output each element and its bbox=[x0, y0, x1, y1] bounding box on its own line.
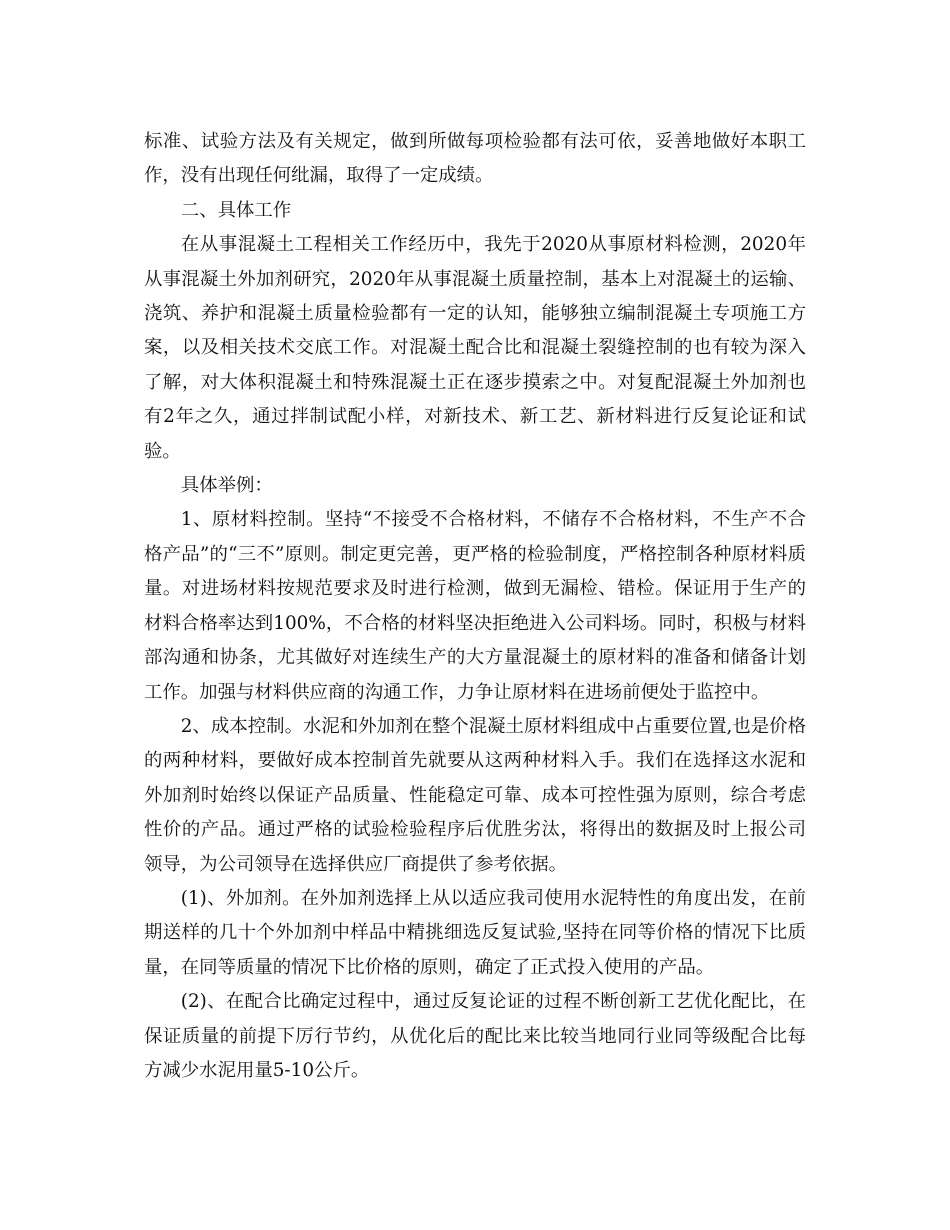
document-body bbox=[144, 125, 806, 1088]
section-heading-specific-work: 二、具体工作 bbox=[180, 199, 292, 221]
paragraph-cost-control: 2、成本控制。水泥和外加剂在整个混凝土原材料组成中占重要位置,也是价格的两种材料，要做好成本控制首先就要从这两种材料入手。我们在选择这水泥和外加剂时始终以保证产品质量、性能稳定可靠、成本可控性强为原则，综合考虑性价的产品。通过严格的试验检验程序后优胜劣汰，将得出的数据及时上报公司领导，为公司领导在选择供应厂商提供了参考依据。 bbox=[144, 715, 806, 875]
paragraph-admixture: (1)、外加剂。在外加剂选择上从以适应我司使用水泥特性的角度出发，在前期送样的几十个外加剂中样品中精挑细选反复试验,坚持在同等价格的情况下比质量，在同等质量的情况下比价格的原则，确定了正式投入使用的产品。 bbox=[144, 887, 806, 978]
paragraph-work-experience: 在从事混凝土工程相关工作经历中，我先于2020从事原材料检测，2020年从事混凝土外加剂研究，2020年从事混凝土质量控制，基本上对混凝土的运输、浇筑、养护和混凝土质量检验都有一定的认知，能够独立编制混凝土专项施工方案，以及相关技术交底工作。对混凝土配合比和混凝土裂缝控制的也有较为深入了解，对大体积混凝土和特殊混凝土正在逐步摸索之中。对复配混凝土外加剂也有2年之久，通过拌制试配小样，对新技术、新工艺、新材料进行反复论证和试验。 bbox=[144, 234, 806, 462]
paragraph-raw-material-control: 1、原材料控制。坚持“不接受不合格材料，不储存不合格材料，不生产不合格产品”的“三不”原则。制定更完善，更严格的检验制度，严格控制各种原材料质量。对进场材料按规范要求及时进行检测，做到无漏检、错检。保证用于生产的材料合格率达到100%，不合格的材料坚决拒绝进入公司料场。同时，积极与材料部沟通和协条，尤其做好对连续生产的大方量混凝土的原材料的准备和储备计划工作。加强与材料供应商的沟通工作，力争让原材料在进场前便处于监控中。 bbox=[144, 509, 806, 703]
paragraph-examples-intro: 具体举例： bbox=[180, 475, 273, 497]
paragraph-mix-proportion: (2)、在配合比确定过程中，通过反复论证的过程不断创新工艺优化配比，在保证质量的前提下厉行节约，从优化后的配比来比较当地同行业同等级配合比每方减少水泥用量5-10公斤。 bbox=[144, 991, 806, 1081]
paragraph-continuation: 标准、试验方法及有关规定，做到所做每项检验都有法可依，妥善地做好本职工作，没有出现任何纰漏，取得了一定成绩。 bbox=[144, 131, 806, 187]
